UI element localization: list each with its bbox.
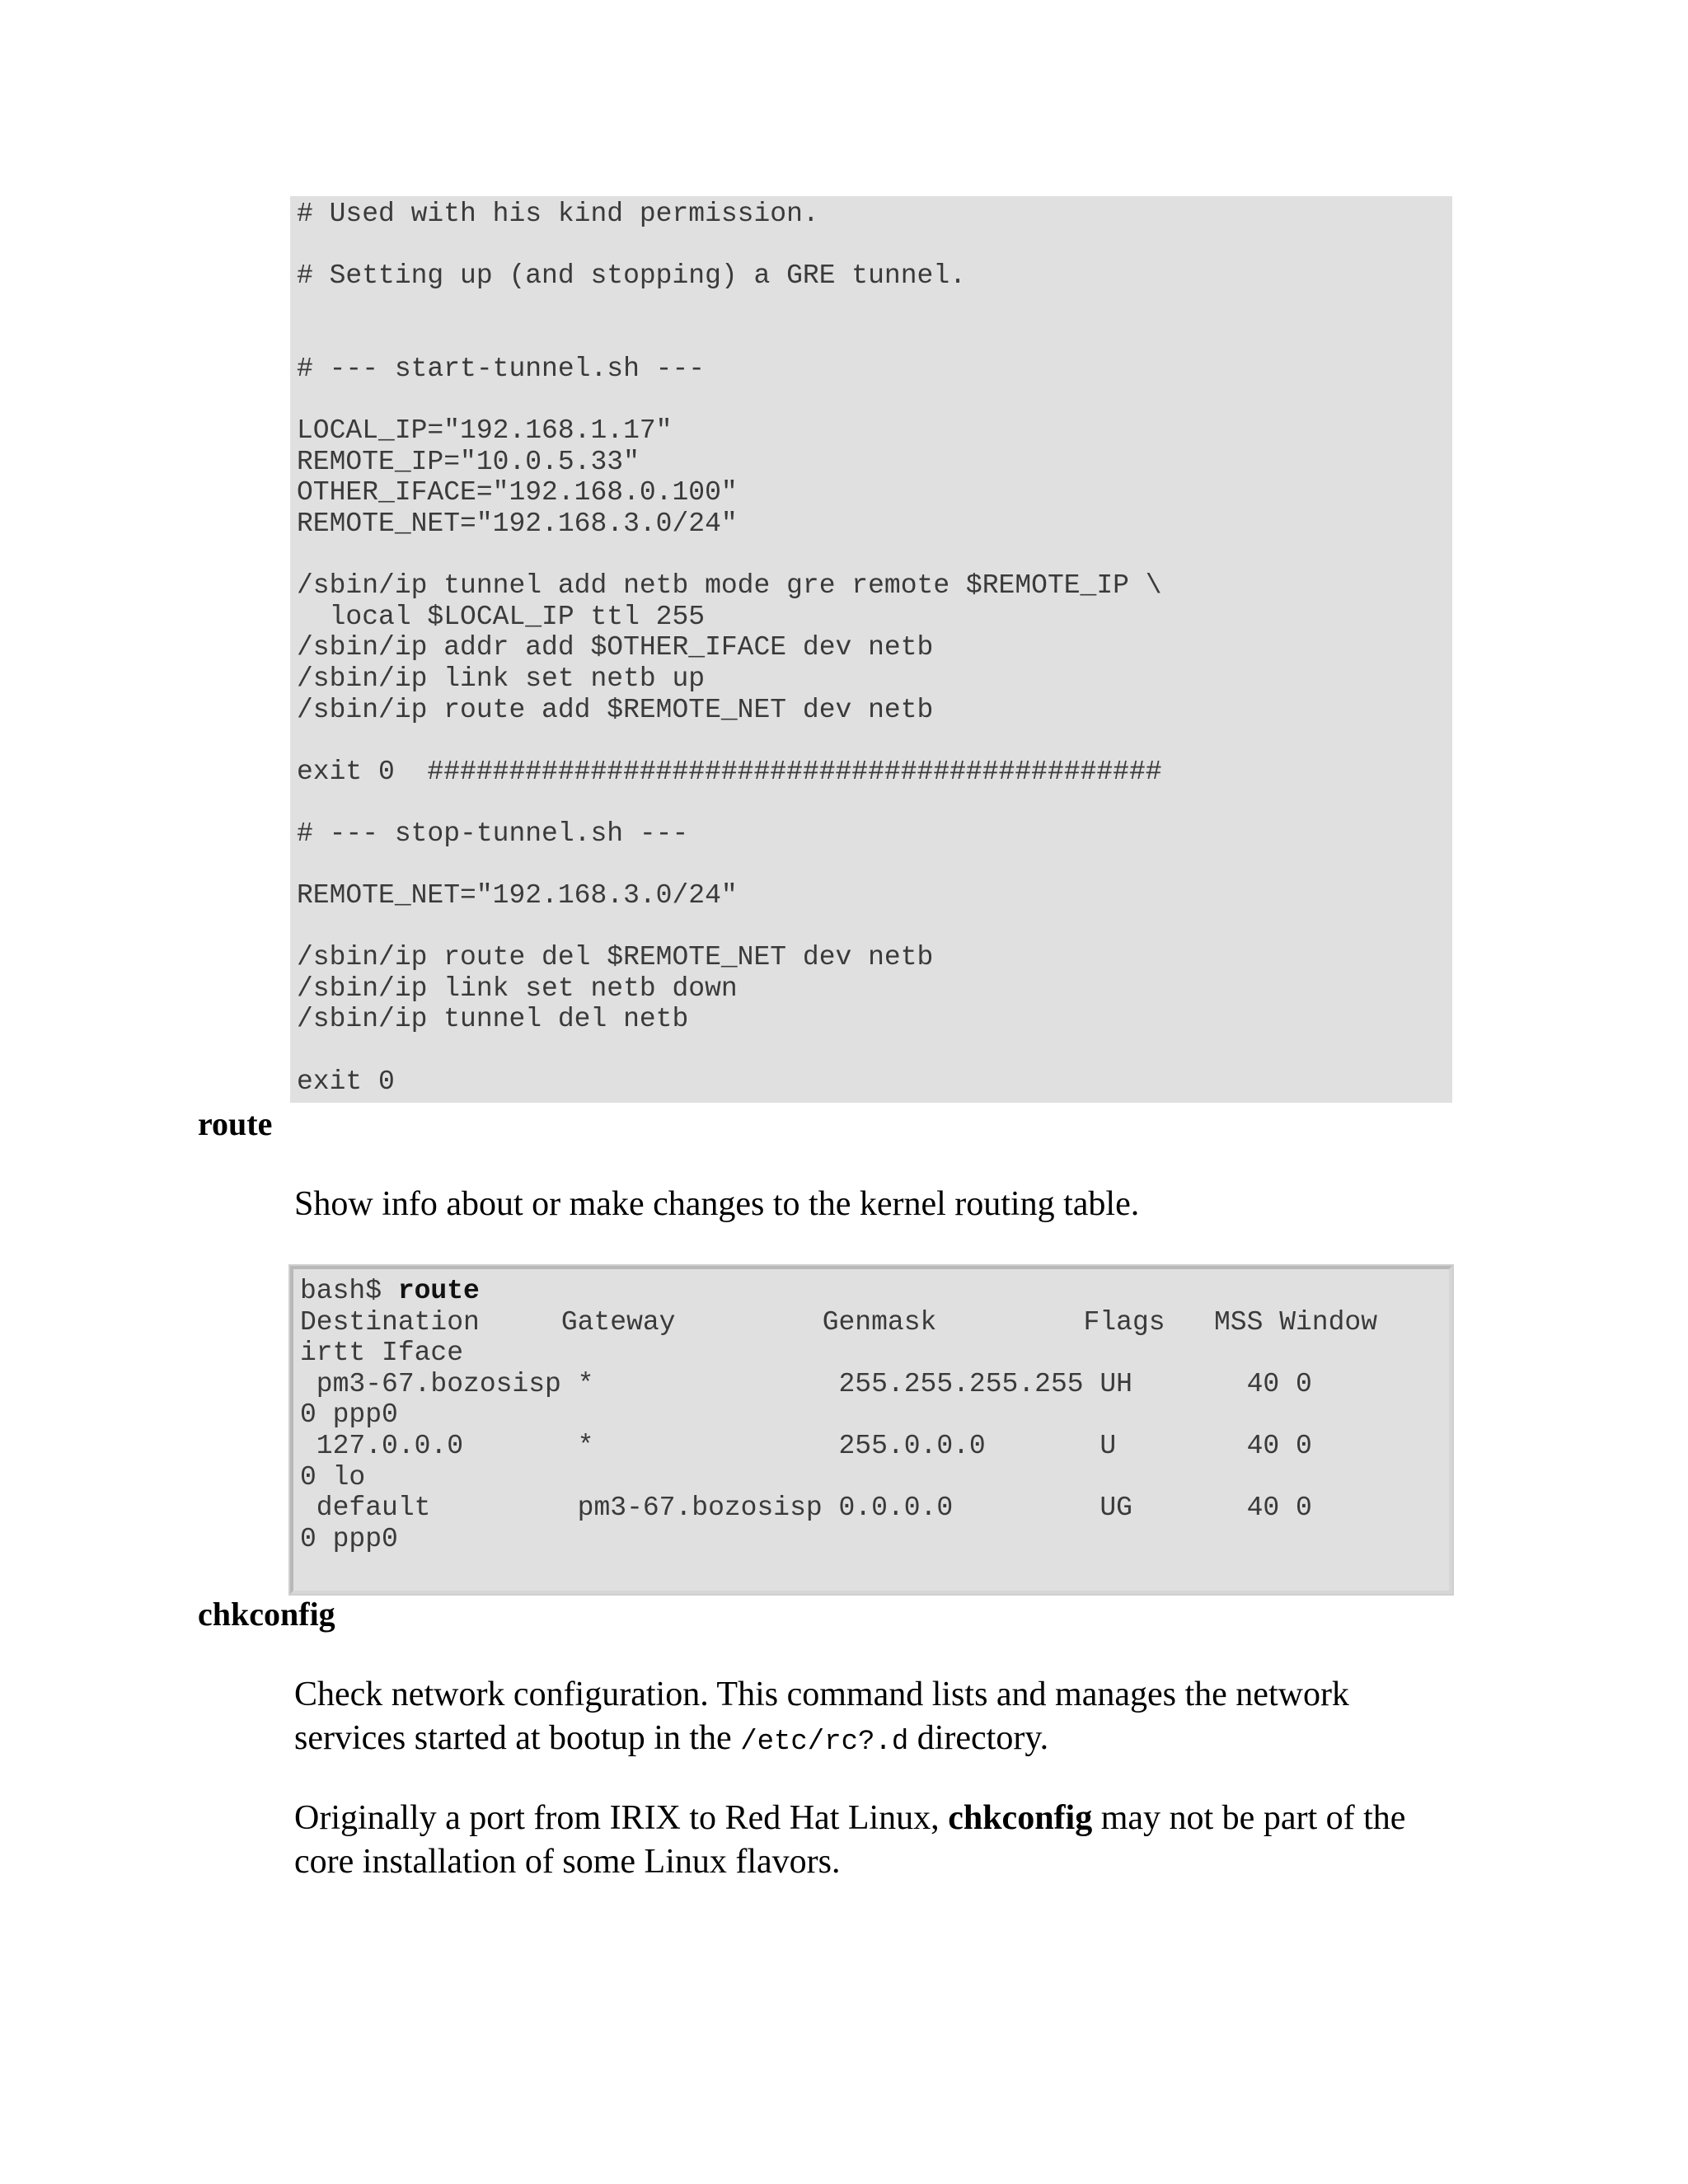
output-line: pm3-67.bozosisp * 255.255.255.255 UH 40 0: [300, 1368, 1312, 1399]
code-line: [297, 292, 1446, 323]
route-command: route: [397, 1276, 480, 1306]
route-description: Show info about or make changes to the kernel routing table.: [294, 1185, 1140, 1223]
chkconfig-term: chkconfig: [948, 1799, 1093, 1837]
code-line: [297, 912, 1446, 943]
chkconfig-desc-text-end: directory.: [908, 1719, 1049, 1757]
gre-tunnel-script-block: [290, 196, 1452, 1103]
code-line: /sbin/ip tunnel del netb: [297, 1004, 689, 1035]
code-line: [297, 385, 1446, 416]
output-line: Destination Gateway Genmask Flags MSS Window: [300, 1306, 1378, 1338]
code-line: [297, 1035, 1446, 1066]
origin-note-text: Originally a port from IRIX to Red Hat Linux,: [294, 1799, 949, 1837]
code-line: OTHER_IFACE="192.168.0.100": [297, 477, 738, 509]
code-line: local $LOCAL_IP ttl 255: [297, 601, 706, 632]
output-line: 0 lo: [300, 1461, 366, 1493]
origin-note-text-end: may not be part of the core installation of some Linux flavors.: [294, 1799, 1406, 1881]
output-line: 0 ppp0: [300, 1523, 398, 1554]
code-line: LOCAL_IP="192.168.1.17": [297, 415, 673, 447]
code-line: REMOTE_NET="192.168.3.0/24": [297, 508, 738, 539]
chkconfig-description: [294, 1673, 1465, 1765]
code-line: /sbin/ip tunnel add netb mode gre remote $REMOTE_IP \: [297, 570, 1162, 602]
output-line: irtt Iface: [300, 1338, 464, 1369]
shell-prompt: bash$: [300, 1276, 398, 1306]
output-line: default pm3-67.bozosisp 0.0.0.0 UG 40 0: [300, 1493, 1312, 1524]
code-line: # Used with his kind permission.: [297, 199, 819, 229]
route-example-block: [290, 1266, 1452, 1594]
code-line: [297, 787, 1446, 818]
rc-directory-path: /etc/rc?.d: [740, 1727, 909, 1758]
code-line: [297, 322, 1446, 354]
chkconfig-heading: chkconfig: [198, 1596, 335, 1633]
code-line: [297, 230, 1446, 261]
code-line: exit 0: [297, 1066, 395, 1097]
code-line: REMOTE_IP="10.0.5.33": [297, 446, 640, 477]
code-line: REMOTE_NET="192.168.3.0/24": [297, 880, 738, 912]
code-line: exit 0 #############################################: [297, 756, 1162, 787]
code-line: [297, 540, 1446, 571]
code-line: /sbin/ip link set netb up: [297, 663, 706, 694]
code-line: # --- stop-tunnel.sh ---: [297, 818, 689, 849]
code-line: [297, 725, 1446, 757]
code-line: /sbin/ip link set netb down: [297, 972, 738, 1004]
output-line: 127.0.0.0 * 255.0.0.0 U 40 0: [300, 1430, 1312, 1461]
code-line: /sbin/ip route add $REMOTE_NET dev netb: [297, 694, 934, 725]
prompt-line: [300, 1276, 1442, 1307]
route-heading: route: [198, 1105, 273, 1142]
code-line: # Setting up (and stopping) a GRE tunnel.: [297, 260, 966, 292]
output-line: 0 ppp0: [300, 1399, 398, 1431]
code-line: /sbin/ip addr add $OTHER_IFACE dev netb: [297, 632, 934, 663]
code-line: [297, 849, 1446, 880]
code-line: # --- start-tunnel.sh ---: [297, 353, 706, 384]
code-line: /sbin/ip route del $REMOTE_NET dev netb: [297, 942, 934, 973]
chkconfig-origin-note: [294, 1797, 1465, 1884]
chkconfig-desc-text: Check network configuration. This command lists and manages the network services started at bootup in the: [294, 1675, 1349, 1757]
